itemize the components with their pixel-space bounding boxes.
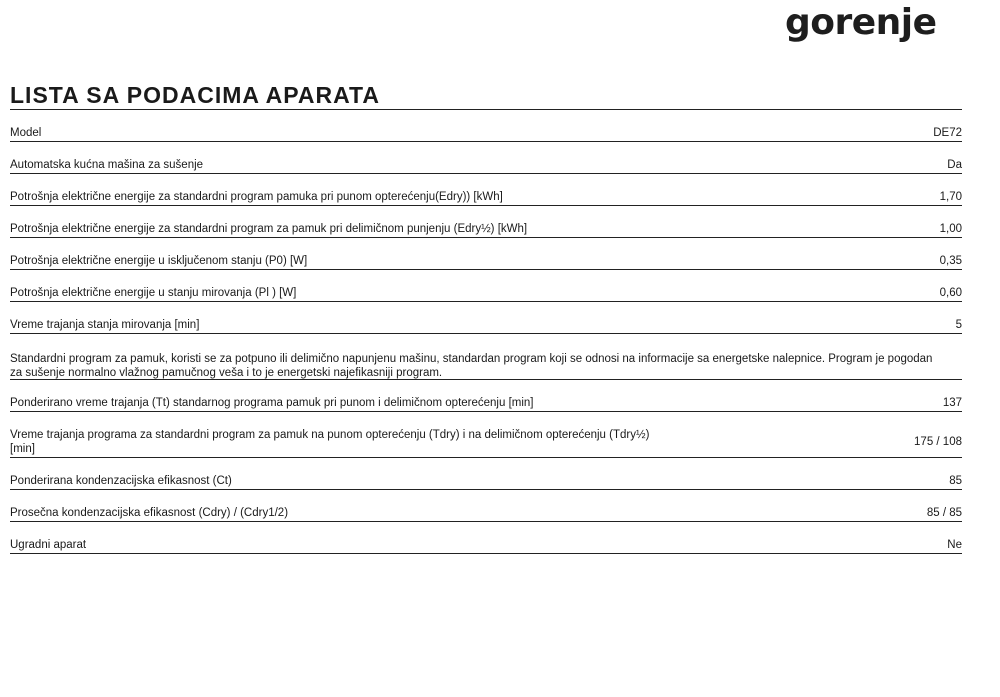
table-row-weighted-condensation-efficiency — [10, 458, 962, 490]
table-row-left-on-mode-power — [10, 270, 962, 302]
table-row-built-in-appliance — [10, 522, 962, 554]
table-row-left-on-mode-duration — [10, 302, 962, 334]
table-row-household-dryer — [10, 142, 962, 174]
row-label: Automatska kućna mašina za sušenje — [10, 159, 204, 171]
row-value: Da — [947, 159, 962, 171]
table-row-program-time-full-partial — [10, 412, 962, 458]
table-row-energy-full-load — [10, 174, 962, 206]
row-value: 1,00 — [939, 223, 962, 235]
row-label: Vreme trajanja programa za standardni program za pamuk na punom opterećenju (Tdry) i na delimičnom opterećenju (Tdry½) [min] — [10, 429, 650, 455]
table-row-model — [10, 110, 962, 142]
table-row-weighted-program-time — [10, 380, 962, 412]
row-label: Potrošnja električne energije za standardni program za pamuk pri delimičnom punjenju (Edry½) [kWh] — [10, 223, 528, 235]
row-label: Potrošnja električne energije za standardni program pamuka pri punom opterećenju(Edry)) [kWh] — [10, 191, 503, 203]
row-label: Ugradni aparat — [10, 539, 87, 551]
table-row-standard-program-description — [10, 334, 962, 380]
sheet-title: LISTA SA PODACIMA APARATA — [10, 82, 962, 110]
row-value: 85 / 85 — [926, 507, 962, 519]
row-value: 0,60 — [939, 287, 962, 299]
row-label: Potrošnja električne energije u stanju mirovanja (Pl ) [W] — [10, 287, 297, 299]
row-value: 5 — [955, 319, 962, 331]
row-label: Vreme trajanja stanja mirovanja [min] — [10, 319, 200, 331]
row-value: Ne — [947, 539, 962, 551]
row-label: Ponderirano vreme trajanja (Tt) standarnog programa pamuk pri punom i delimičnom opterećenju [min] — [10, 397, 534, 409]
brand-logo: gorenje — [785, 2, 937, 43]
row-label: Ponderirana kondenzacijska efikasnost (Ct) — [10, 475, 232, 487]
product-data-sheet — [10, 82, 962, 554]
row-label: Model — [10, 127, 42, 139]
table-row-energy-partial-load — [10, 206, 962, 238]
table-row-off-mode-power — [10, 238, 962, 270]
table-row-average-condensation-efficiency — [10, 490, 962, 522]
row-label: Standardni program za pamuk, koristi se za potpuno ili delimično napunjenu mašinu, standardan program koji se odnosi na informacije sa energetske nalepnice. Program je pogodan za sušenje normalno vlažnog pamučnog veša i to je energetski najefikasniji program. — [10, 353, 933, 379]
row-label: Potrošnja električne energije u isključenom stanju (P0) [W] — [10, 255, 308, 267]
row-value: 0,35 — [939, 255, 962, 267]
row-value: 137 — [942, 397, 962, 409]
row-value: 85 — [949, 475, 962, 487]
row-value: DE72 — [933, 127, 962, 139]
row-value: 1,70 — [939, 191, 962, 203]
row-label: Prosečna kondenzacijska efikasnost (Cdry) / (Cdry1/2) — [10, 507, 289, 519]
row-value: 175 / 108 — [914, 436, 962, 448]
